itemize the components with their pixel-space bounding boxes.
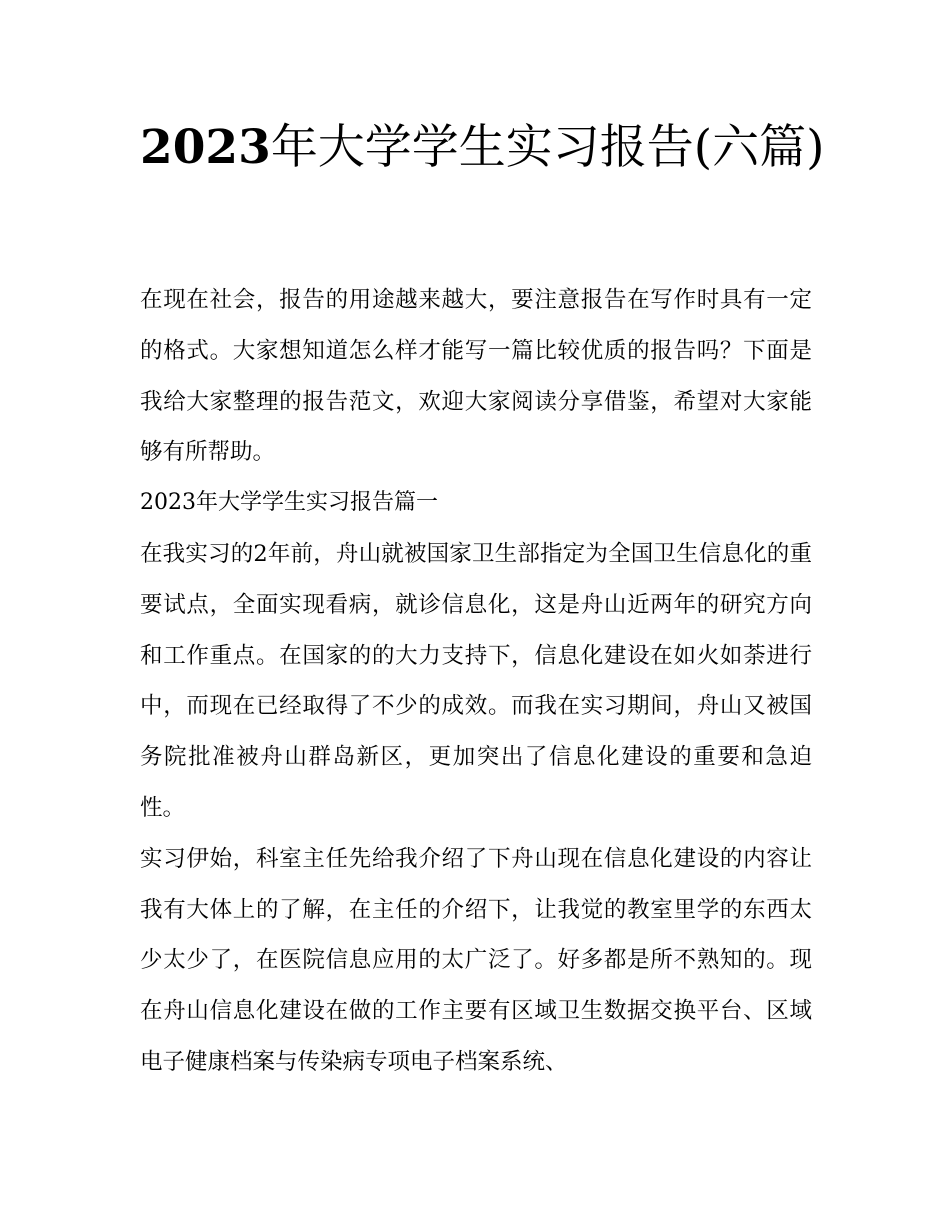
section-heading: 2023年大学学生实习报告篇一 — [140, 490, 438, 516]
title-year: 2023 — [140, 120, 271, 175]
intro-paragraph: 在现在社会，报告的用途越来越大，要注意报告在写作时具有一定的格式。大家想知道怎么样才能写一篇比较优质的报告吗？下面是我给大家整理的报告范文，欢迎大家阅读分享借鉴，希望对大家能够有所帮助。 — [140, 287, 812, 466]
body-paragraph-2: 实习伊始，科室主任先给我介绍了下舟山现在信息化建设的内容让我有大体上的了解，在主任的介绍下，让我觉的教室里学的东西太少太少了，在医院信息应用的太广泛了。好多都是所不熟知的。现在舟山信息化建设在做的工作主要有区域卫生数据交换平台、区域电子健康档案与传染病专项电子档案系统、 — [140, 845, 812, 1075]
document-title — [140, 117, 830, 179]
title-text: 年大学学生实习报告(六篇) — [270, 120, 825, 175]
body-paragraph-1: 在我实习的2年前，舟山就被国家卫生部指定为全国卫生信息化的重要试点，全面实现看病，就诊信息化，这是舟山近两年的研究方向和工作重点。在国家的的大力支持下，信息化建设在如火如荼进行中，而现在已经取得了不少的成效。而我在实习期间，舟山又被国务院批准被舟山群岛新区，更加突出了信息化建设的重要和急迫性。 — [140, 540, 812, 821]
document-body — [140, 275, 812, 1088]
